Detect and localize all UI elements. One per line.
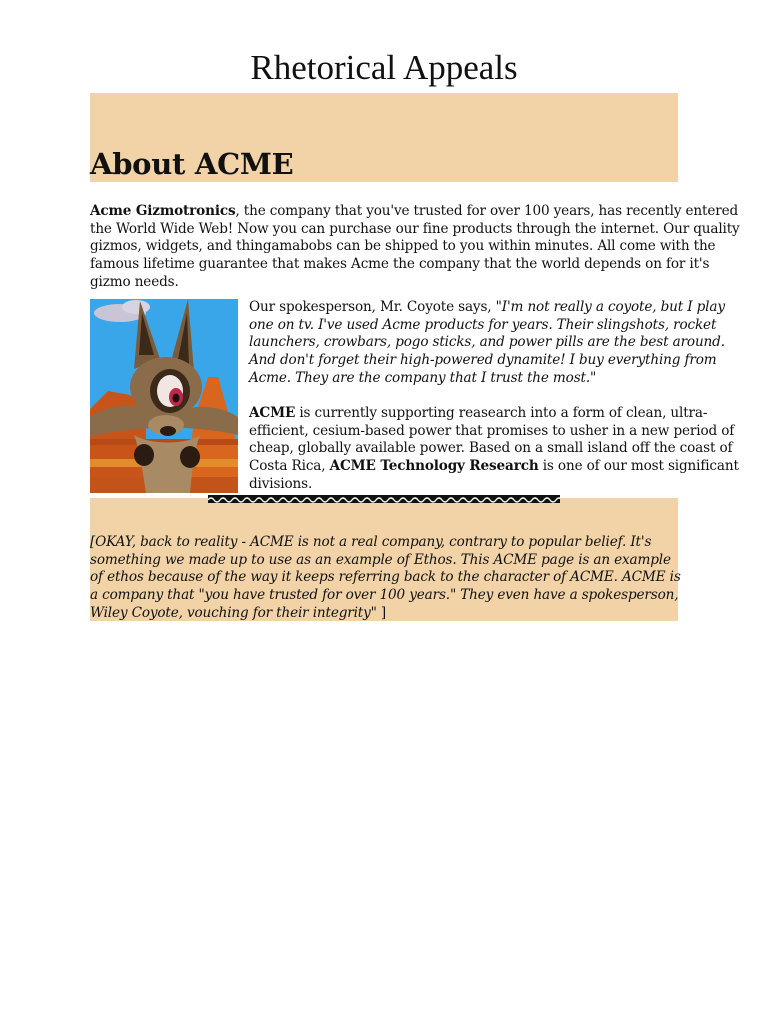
page-title: Rhetorical Appeals <box>250 48 518 87</box>
spokesperson-quote: "I'm not really a coyote, but I play one on tv. I've used Acme products for years. Their slingshots, rocket launchers, crowbars, pogo sticks, and power pills are the best around. And don't forget their high-powered dynamite! I buy everything from Acme. They are the company that I trust the most." <box>249 299 725 386</box>
research-division-name: ACME Technology Research <box>329 458 539 475</box>
reality-note-end: ] <box>376 604 387 621</box>
company-name: Acme Gizmotronics <box>90 203 236 219</box>
spokesperson-lead: Our spokesperson, Mr. Coyote says, <box>249 299 496 315</box>
acme-brand: ACME <box>249 405 296 421</box>
coyote-cartoon-image <box>90 299 238 493</box>
research-text-2: is one of our most significant divisions. <box>249 458 739 492</box>
research-text-1: is currently supporting reasearch into a form of clean, ultra-efficient, cesium-based power that promises to usher in a new period of cheap, globally available power. Based on a small island off the coast of Costa Rica, <box>249 405 735 475</box>
intro-text: , the company that you've trusted for over 100 years, has recently entered the World Wide Web! Now you can purchase our fine products through the internet. Our quality gizmos, widgets, and thingamabobs can be shipped to you within minutes. All come with the famous lifetime guarantee that makes Acme the company that the world depends on for it's gizmo needs. <box>90 203 740 290</box>
reality-note-text: [OKAY, back to reality - ACME is not a real company, contrary to popular belief. It's something we made up to use as an example of Ethos. This ACME page is an example of ethos because of the way it keeps referring back to the character of ACME. ACME is a company that "you have trusted for over 100 years." They even have a spokesperson, Wiley Coyote, vouching for their integrity" <box>90 534 681 621</box>
research-paragraph <box>249 405 744 494</box>
spokesperson-paragraph <box>249 299 739 388</box>
reality-note <box>90 534 682 623</box>
intro-paragraph <box>90 203 740 292</box>
about-heading: About ACME <box>90 147 294 181</box>
wave-divider-icon <box>208 495 560 503</box>
about-banner <box>90 93 678 182</box>
